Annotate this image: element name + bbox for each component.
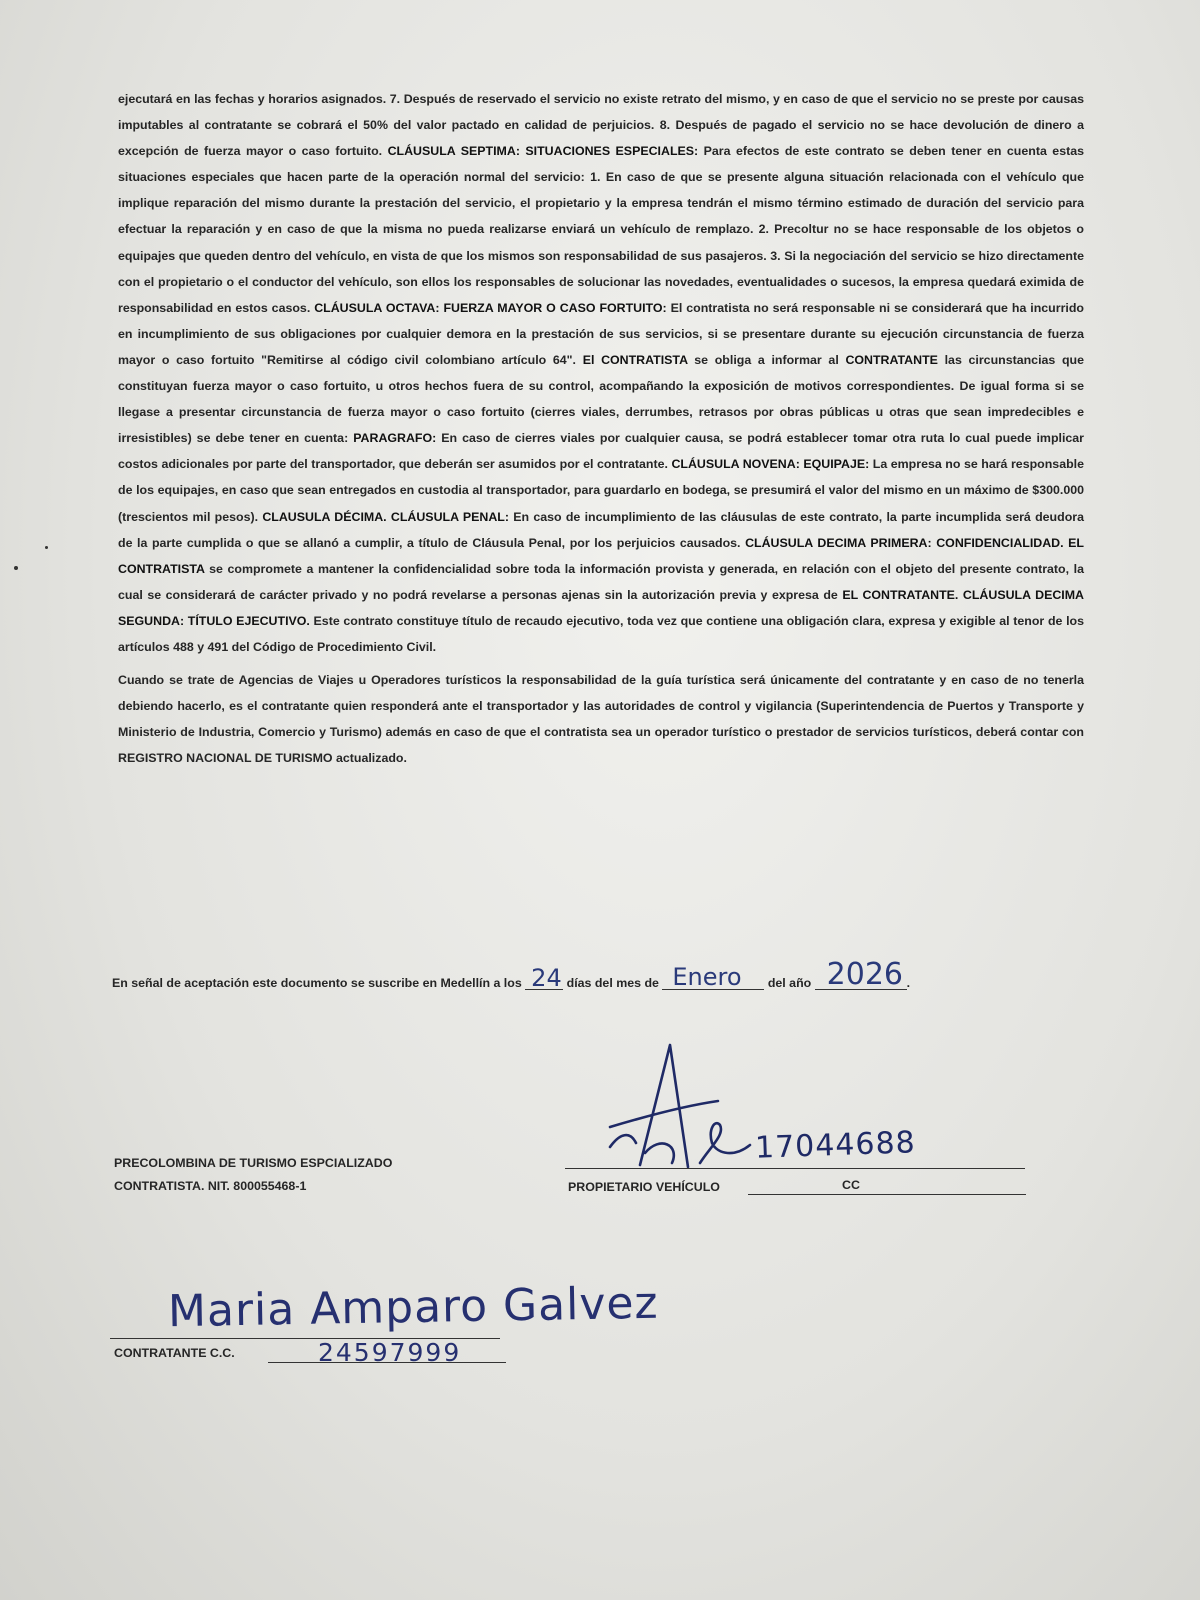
contract-body — [118, 86, 1084, 771]
stray-mark — [14, 566, 18, 570]
contract-clauses-paragraph — [118, 86, 1084, 660]
owner-label: PROPIETARIO VEHÍCULO — [568, 1180, 720, 1194]
clause-text: Para efectos de este contrato se deben tener en cuenta estas situaciones especiales que hacen parte de la operación normal del servicio: 1. En caso de que se presente alguna situación relacionada con el vehículo que implique reparación del mismo durante la prestación del servicio, el propietario y la empresa tendrán el mismo término estimado de duración del servicio para efectuar la reparación y en caso de que la misma no pueda realizarse enviará un vehículo de remplazo. 2. Precoltur no se hace responsable de los objetos o equipajes que queden dentro del vehículo, en vista de que los mismos son responsabilidad de sus pasajeros. 3. Si la negociación del servicio se hizo directamente con el propietario o el conductor del vehículo, son ellos los responsables de solucionar las novedades, eventualidades o sucesos, la empresa quedará eximida de responsabilidad en estos casos. — [118, 144, 1084, 315]
day-handwritten: 24 — [531, 964, 562, 992]
owner-cc-label: CC — [842, 1178, 860, 1192]
clause-text: En caso de incumplimiento de las cláusulas de este contrato, la parte incumplida será deudora de la parte cumplida o que se allanó a cumplir, a título de Cláusula Penal, por los perjuicios causados. — [118, 509, 1084, 550]
clause-heading: CLÁUSULA SEPTIMA: SITUACIONES ESPECIALES: — [387, 144, 699, 159]
year-blank[interactable] — [815, 957, 907, 992]
contratista-company: PRECOLOMBINA DE TURISMO ESPCIALIZADO — [114, 1156, 393, 1170]
acceptance-suffix: . — [906, 976, 911, 990]
owner-cc-line[interactable] — [748, 1194, 1026, 1195]
contratista-nit: CONTRATISTA. NIT. 800055468-1 — [114, 1179, 307, 1193]
acceptance-mid1: días del mes de — [566, 976, 659, 990]
acceptance-line — [112, 957, 1032, 992]
contratista-block — [114, 1152, 392, 1198]
clause-heading: CLÁUSULA DECIMA PRIMERA: CONFIDENCIALIDAD. EL CONTRATISTA — [118, 535, 1084, 576]
clause-text: La empresa no se hará responsable de los equipajes, en caso que sean entregados en custodia al transportador, para guardarlo en bodega, se presumirá el valor del mismo en un máximo de $300.000 (trescientos mil pesos). — [118, 457, 1084, 524]
acceptance-mid2: del año — [767, 976, 812, 990]
clause-heading: CONTRATANTE — [845, 352, 938, 367]
clause-text: se compromete a mantener la confidencialidad sobre toda la información provista y generada, en relación con el objeto del presente contrato, la cual se considerará de carácter privado y no podrá revelarse a personas ajenas sin la autorización previa y expresa de — [118, 561, 1084, 602]
owner-signature-line — [565, 1168, 1025, 1169]
month-handwritten: Enero — [672, 963, 742, 991]
stray-mark — [45, 546, 48, 549]
contratante-name-handwritten: Maria Amparo Galvez — [167, 1277, 659, 1338]
clause-heading: El CONTRATISTA — [582, 352, 688, 367]
owner-cc-handwritten: 17044688 — [754, 1125, 917, 1166]
acceptance-prefix: En señal de aceptación este documento se suscribe en Medellín a los — [112, 976, 522, 990]
clause-text: En caso de cierres viales por cualquier causa, se podrá establecer tomar otra ruta lo cual puede implicar costos adicionales por parte del transportador, que deberán ser asumidos por el contratante. — [118, 431, 1085, 472]
clause-text: se obliga a informar al — [687, 352, 846, 367]
contratante-cc-handwritten: 24597999 — [318, 1338, 462, 1367]
contratante-cc-line[interactable] — [268, 1362, 506, 1363]
year-handwritten: 2026 — [826, 957, 904, 992]
clause-heading: CLAUSULA DÉCIMA. CLÁUSULA PENAL: — [262, 509, 509, 524]
clause-heading: EL CONTRATANTE. CLÁUSULA DECIMA SEGUNDA: TÍTULO EJECUTIVO. — [118, 587, 1084, 628]
month-blank[interactable] — [662, 963, 764, 991]
clause-text: las circunstancias que constituyan fuerza mayor o caso fortuito, u otros hechos fuera de su control, acompañando la exposición de motivos correspondientes. De igual forma si se llegase a presentar circunstancia de fuerza mayor o caso fortuito (cierres viales, derrumbes, retrasos por obras públicas u otras que sean impredecibles e irresistibles) se debe tener en cuenta: — [118, 352, 1085, 446]
travel-agency-paragraph: Cuando se trate de Agencias de Viajes u Operadores turísticos la responsabilidad de la guía turística será únicamente del contratante y en caso de no tenerla debiendo hacerlo, es el contratante quien responderá ante el transportador y las autoridades de control y vigilancia (Superintendencia de Puertos y Transporte y Ministerio de Industria, Comercio y Turismo) además en caso de que el contratista sea un operador turístico o prestador de servicios turísticos, deberá contar con REGISTRO NACIONAL DE TURISMO actualizado. — [118, 673, 1084, 766]
clause-heading: PARAGRAFO: — [353, 431, 437, 446]
clause-text: Este contrato constituye título de recaudo ejecutivo, toda vez que contiene una obligación clara, expresa y exigible al tenor de los artículos 488 y 491 del Código de Procedimiento Civil. — [118, 613, 1084, 654]
clause-heading: CLÁUSULA NOVENA: EQUIPAJE: — [671, 457, 870, 472]
contratante-label: CONTRATANTE C.C. — [114, 1346, 235, 1360]
clause-heading: CLÁUSULA OCTAVA: FUERZA MAYOR O CASO FORTUITO: — [314, 300, 667, 315]
clause-text: El contratista no será responsable ni se considerará que ha incurrido en incumplimiento de sus obligaciones por cualquier demora en la prestación de sus servicios, si se presentare durante su ejecución circunstancia de fuerza mayor o caso fortuito "Remitirse al código civil colombiano artículo 64". — [118, 300, 1084, 367]
clause-text: ejecutará en las fechas y horarios asignados. 7. Después de reservado el servicio no existe retrato del mismo, y en caso de que el servicio no se preste por causas imputables al contratante se cobrará el 50% del valor pactado en calidad de perjuicios. 8. Después de pagado el servicio no se hace devolución de dinero a excepción de fuerza mayor o caso fortuito. — [118, 92, 1084, 159]
day-blank[interactable] — [525, 964, 563, 992]
